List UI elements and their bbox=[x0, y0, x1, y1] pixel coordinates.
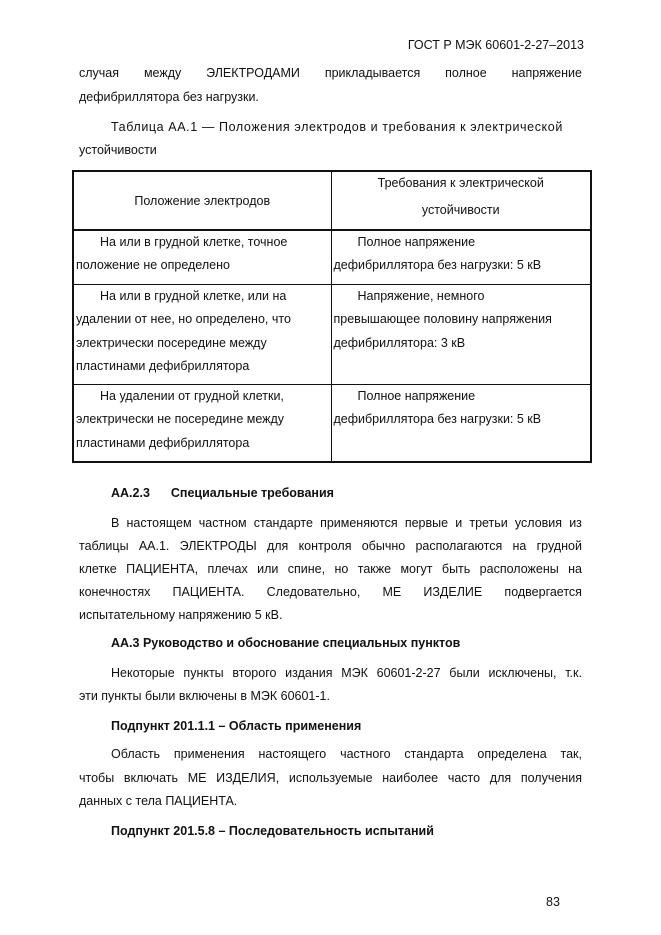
word: также bbox=[357, 562, 392, 576]
word: для bbox=[266, 539, 289, 553]
word: так, bbox=[560, 747, 582, 761]
table-row bbox=[73, 385, 591, 463]
sub20111-line-2 bbox=[79, 771, 582, 785]
word: контроля bbox=[298, 539, 352, 553]
word: располагаются bbox=[415, 539, 503, 553]
word: ПАЦИЕНТА, bbox=[126, 562, 199, 576]
cell-line: превышающее половину напряжения bbox=[333, 312, 552, 327]
word: расположены bbox=[479, 562, 559, 576]
word: третьи bbox=[469, 516, 508, 530]
aa23-line-5: испытательному напряжению 5 кВ. bbox=[79, 608, 283, 622]
word: ЭЛЕКТРОДЫ bbox=[179, 539, 257, 553]
word: исключены, bbox=[488, 666, 557, 680]
word: подвергается bbox=[504, 585, 582, 599]
cell-line: Напряжение, немного bbox=[357, 289, 485, 303]
cell-line: электрически не посередине между bbox=[76, 412, 285, 427]
word: условия bbox=[514, 516, 563, 530]
table-header-requirement-line-1: Требования к электрической bbox=[377, 176, 544, 190]
table-caption-line-1: Таблица АА.1 — Положения электродов и требования к электрической bbox=[111, 120, 563, 134]
table-header-row bbox=[73, 171, 591, 230]
cell-line: Полное напряжение bbox=[357, 389, 476, 403]
word: 60601-2-27 bbox=[376, 666, 441, 680]
word: второго bbox=[232, 666, 277, 680]
table-cell-position bbox=[73, 285, 331, 385]
table-header-requirement-line-2: устойчивости bbox=[421, 203, 500, 217]
aa3-line-2: эти пункты были включены в МЭК 60601-1. bbox=[79, 689, 330, 703]
cell-line: положение не определено bbox=[76, 258, 230, 273]
aa23-line-4 bbox=[79, 585, 582, 599]
table-caption-line-2: устойчивости bbox=[79, 143, 157, 157]
word: между bbox=[143, 66, 182, 80]
word: для bbox=[489, 771, 512, 785]
cell-line: На или в грудной клетке, или на bbox=[100, 289, 287, 303]
word: стандарте bbox=[253, 516, 313, 530]
word: из bbox=[569, 516, 582, 530]
section-number: АА.2.3 bbox=[111, 486, 150, 500]
section-heading-aa3: АА.3 Руководство и обоснование специальных пунктов bbox=[111, 636, 461, 650]
cell-line: Полное напряжение bbox=[357, 235, 476, 249]
word: на bbox=[568, 562, 582, 576]
word: полное bbox=[445, 66, 487, 80]
word: пункты bbox=[183, 666, 224, 680]
word: случая bbox=[79, 66, 120, 80]
subclause-heading-20158: Подпункт 201.5.8 – Последовательность испытаний bbox=[111, 824, 434, 838]
cell-line: удалении от нее, но определено, что bbox=[76, 312, 291, 327]
word: настоящего bbox=[258, 747, 327, 761]
word: издания bbox=[285, 666, 333, 680]
word: частном bbox=[198, 516, 247, 530]
electrode-table bbox=[72, 170, 592, 463]
word: напряжение bbox=[511, 66, 582, 80]
page-number: 83 bbox=[546, 895, 560, 909]
table-row bbox=[73, 285, 591, 385]
word: т.к. bbox=[565, 666, 582, 680]
cell-line: дефибриллятора без нагрузки: 5 кВ bbox=[333, 412, 542, 427]
word: ИЗДЕЛИЯ, bbox=[216, 771, 280, 785]
table-header-position: Положение электродов bbox=[73, 171, 331, 230]
intro-line-1 bbox=[79, 66, 582, 80]
word: применения bbox=[173, 747, 245, 761]
cell-line: На или в грудной клетке, точное bbox=[100, 235, 288, 249]
word: спине, bbox=[287, 562, 326, 576]
word: конечностях bbox=[79, 585, 151, 599]
word: частного bbox=[340, 747, 391, 761]
aa23-line-2 bbox=[79, 539, 582, 553]
word: быть bbox=[441, 562, 471, 576]
word: используемые bbox=[288, 771, 373, 785]
cell-line: пластинами дефибриллятора bbox=[76, 435, 250, 450]
word: или bbox=[257, 562, 279, 576]
cell-line: На удалении от грудной клетки, bbox=[100, 389, 284, 403]
word: могут bbox=[400, 562, 433, 576]
aa23-line-3 bbox=[79, 562, 582, 576]
word: Следовательно, bbox=[266, 585, 361, 599]
table-header-requirement bbox=[331, 171, 591, 230]
word: В bbox=[111, 516, 120, 530]
word: АА.1. bbox=[138, 539, 170, 553]
word: на bbox=[512, 539, 527, 553]
word: прикладывается bbox=[324, 66, 421, 80]
word: МЕ bbox=[187, 771, 207, 785]
intro-line-2: дефибриллятора без нагрузки. bbox=[79, 90, 259, 104]
cell-line: пластинами дефибриллятора bbox=[76, 358, 250, 373]
word: ИЗДЕЛИЕ bbox=[423, 585, 483, 599]
cell-line: электрически посередине между bbox=[76, 335, 267, 350]
section-title: Специальные требования bbox=[170, 486, 334, 500]
word: чтобы bbox=[79, 771, 115, 785]
word: наиболее bbox=[382, 771, 439, 785]
word: Некоторые bbox=[111, 666, 175, 680]
aa3-line-1 bbox=[111, 666, 582, 680]
table-row bbox=[73, 230, 591, 285]
word: таблицы bbox=[79, 539, 129, 553]
table-cell-requirement bbox=[331, 230, 591, 285]
word: первые bbox=[404, 516, 449, 530]
word: грудной bbox=[536, 539, 582, 553]
section-heading-aa23 bbox=[111, 486, 334, 500]
sub20111-line-3: данных с тела ПАЦИЕНТА. bbox=[79, 794, 238, 808]
cell-line: дефибриллятора: 3 кВ bbox=[333, 335, 466, 350]
word: но bbox=[334, 562, 349, 576]
word: включать bbox=[123, 771, 178, 785]
aa23-line-1 bbox=[111, 516, 582, 530]
word: применяются bbox=[320, 516, 398, 530]
word: обычно bbox=[361, 539, 406, 553]
word: были bbox=[449, 666, 480, 680]
word: ПАЦИЕНТА. bbox=[172, 585, 245, 599]
cell-line: дефибриллятора без нагрузки: 5 кВ bbox=[333, 258, 542, 273]
word: определена bbox=[477, 747, 547, 761]
word: получения bbox=[520, 771, 582, 785]
table-cell-position bbox=[73, 230, 331, 285]
table-cell-requirement bbox=[331, 285, 591, 385]
table-cell-position bbox=[73, 385, 331, 463]
word: клетке bbox=[79, 562, 117, 576]
word: плечах bbox=[207, 562, 248, 576]
word: стандарта bbox=[404, 747, 464, 761]
word: настоящем bbox=[126, 516, 192, 530]
table-cell-requirement bbox=[331, 385, 591, 463]
word: ЭЛЕКТРОДАМИ bbox=[206, 66, 300, 80]
subclause-heading-20111: Подпункт 201.1.1 – Область применения bbox=[111, 719, 362, 733]
document-header: ГОСТ Р МЭК 60601-2-27–2013 bbox=[407, 38, 584, 52]
sub20111-line-1 bbox=[111, 747, 582, 761]
word: Область bbox=[111, 747, 161, 761]
word: часто bbox=[447, 771, 481, 785]
word: и bbox=[455, 516, 463, 530]
word: МЭК bbox=[341, 666, 368, 680]
word: МЕ bbox=[382, 585, 402, 599]
